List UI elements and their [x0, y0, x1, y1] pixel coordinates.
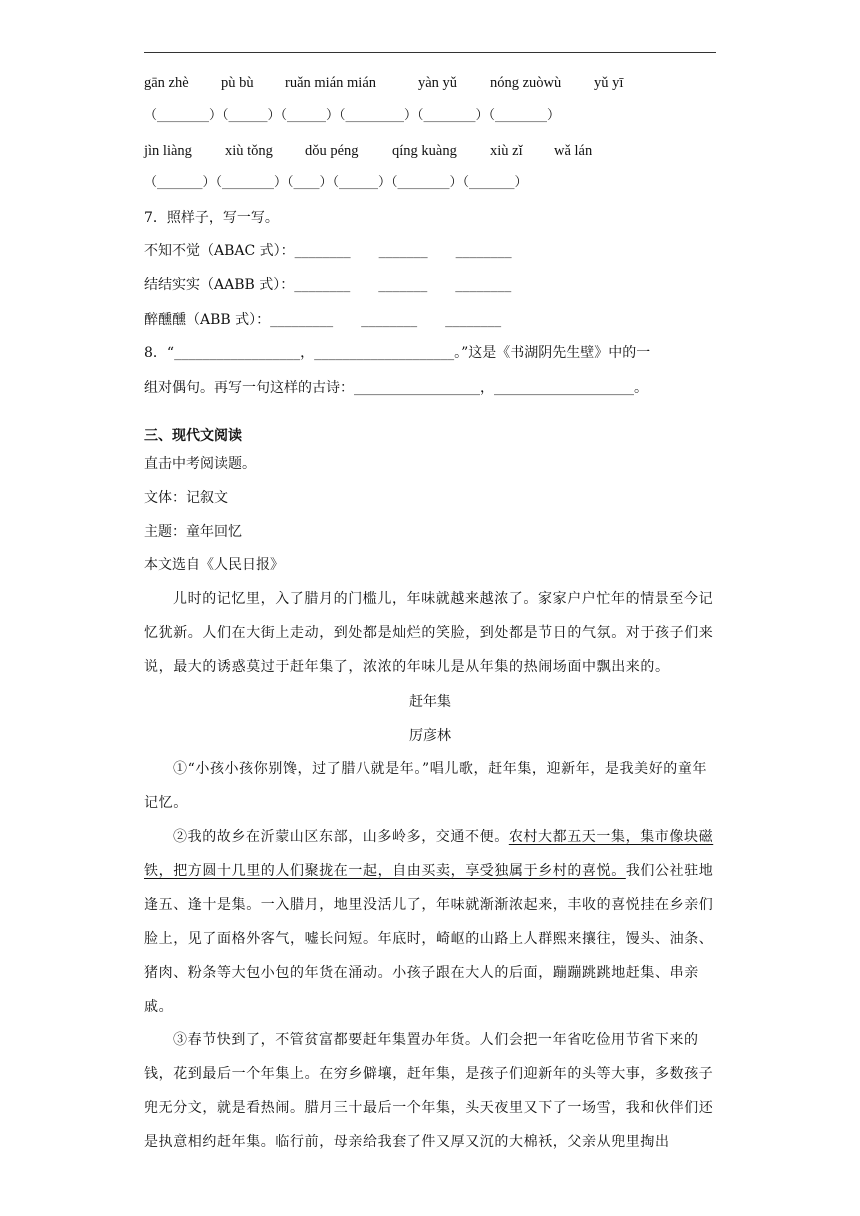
question-8-line-1[interactable]: 8．“__________________，____________________。”这是《书湖阴先生壁》中的一	[144, 345, 651, 361]
article-paragraph-3: ③春节快到了，不管贫富都要赶年集置办年货。人们会把一年省吃俭用节省下来的钱，花到最后一个年集上。在穷乡僻壤，赶年集，是孩子们迎新年的头等大事，多数孩子兜无分文，就是看热闹。腊月三十最后一个年集，头天夜里又下了一场雪，我和伙伴们还是执意相约赶年集。临行前，母亲给我套了件又厚又沉的大棉袄，父亲从兜里掏出	[144, 1032, 714, 1150]
pinyin-item: jìn liàng	[144, 143, 192, 159]
article-source: 本文选自《人民日报》	[144, 557, 284, 573]
pinyin-item: dǒu péng	[305, 143, 359, 159]
pinyin-item: wǎ lán	[554, 143, 593, 159]
question-7-title: 7．照样子，写一写。	[144, 210, 279, 226]
question-7-line-2[interactable]: 结结实实（AABB 式）：________ _______ ________	[144, 277, 512, 293]
paragraph-2-text-start: ②我的故乡在沂蒙山区东部，山多岭多，交通不便。	[173, 829, 509, 845]
pinyin-row-2	[144, 141, 716, 161]
header-rule	[144, 52, 716, 53]
paragraph-2-text-end: 我们公社驻地逢五、逢十是集。一入腊月，地里没活儿了，年味就渐渐浓起来，丰收的喜悦挂在乡亲们脸上，见了面格外客气，嘘长问短。年底时，崎岖的山路上人群熙来攘往，馒头、油条、猪肉、粉条等大包小包的年货在涌动。小孩子跟在大人的后面，蹦蹦跳跳地赶集、串亲戚。	[144, 863, 714, 1015]
pinyin-item: gān zhè	[144, 75, 189, 91]
section-3-heading: 三、现代文阅读	[144, 428, 242, 444]
answer-blanks-row-1[interactable]: （________）（______）（______）（_________）（________）（________）	[144, 108, 561, 123]
article-paragraph-1: ①“小孩小孩你别馋，过了腊八就是年。”唱儿歌，赶年集，迎新年，是我美好的童年记忆。	[144, 761, 708, 811]
article-paragraph-2	[144, 820, 718, 1024]
question-7-line-1[interactable]: 不知不觉（ABAC 式）：________ _______ ________	[144, 243, 512, 259]
article-author: 厉彦林	[409, 728, 451, 744]
article-genre: 文体：记叙文	[144, 490, 228, 506]
pinyin-row-1	[144, 73, 716, 93]
answer-blanks-row-2[interactable]: （_______）（________）（____）（______）（________）（_______）	[144, 175, 528, 190]
pinyin-item: yàn yǔ	[418, 75, 458, 91]
pinyin-item: pù bù	[221, 75, 254, 91]
pinyin-item: xiù tǒng	[225, 143, 273, 159]
pinyin-item: yǔ yī	[594, 75, 624, 91]
pinyin-item: xiù zǐ	[490, 143, 523, 159]
question-7-line-3[interactable]: 醉醺醺（ABB 式）：_________ ________ ________	[144, 312, 502, 328]
lead-paragraph: 儿时的记忆里，入了腊月的门槛儿，年味就越来越浓了。家家户户忙年的情景至今记忆犹新。人们在大街上走动，到处都是灿烂的笑脸，到处都是节日的气氛。对于孩子们来说，最大的诱惑莫过于赶年集了，浓浓的年味儿是从年集的热闹场面中飘出来的。	[144, 591, 714, 675]
pinyin-item: ruǎn mián mián	[285, 75, 377, 91]
pinyin-item: qíng kuàng	[392, 143, 457, 159]
pinyin-item: nóng zuòwù	[490, 75, 562, 91]
article-title: 赶年集	[409, 694, 451, 710]
question-8-line-2[interactable]: 组对偶句。再写一句这样的古诗：__________________，____________________。	[144, 380, 648, 396]
article-theme: 主题：童年回忆	[144, 524, 242, 540]
underlined-sentence: 农村大都五天一集，集市像块磁铁，把方圆十几里的人们聚拢在一起，自由买卖，享受独属于乡村的喜悦。	[144, 829, 714, 879]
section-3-intro: 直击中考阅读题。	[144, 456, 256, 472]
